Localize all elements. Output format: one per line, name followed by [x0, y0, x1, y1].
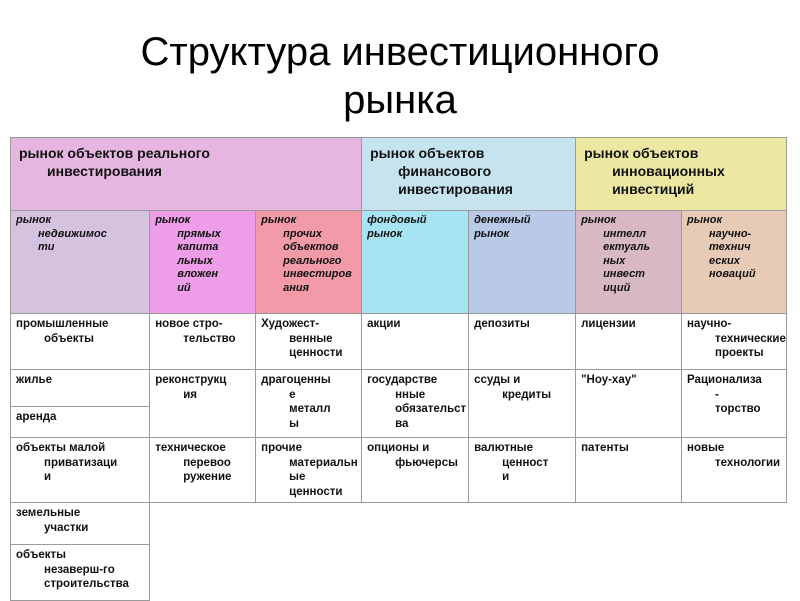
cell-text-line: земельные	[16, 507, 81, 519]
cell-text-line: недвижимос	[38, 227, 107, 240]
table-cell	[682, 438, 787, 503]
subheader-cell	[576, 211, 682, 314]
cell-text-line: незаверш-го	[44, 563, 115, 576]
cell-text-line: ия	[183, 388, 197, 401]
cell-text-line: прямых	[177, 227, 221, 240]
header-fin-line-2: финансового	[398, 163, 492, 179]
cell-text-line: денежный	[474, 214, 531, 226]
subheader-row	[11, 211, 787, 314]
table-row	[11, 545, 787, 601]
header-inn-line-3: инвестиций	[612, 181, 695, 197]
cell-text-line: -	[715, 388, 719, 401]
cell-text-line: объекты	[44, 332, 94, 345]
header-fin-line-1: рынок объектов	[370, 145, 485, 161]
header-real-line-2: инвестирования	[47, 163, 162, 179]
cell-text-line: лицензии	[581, 318, 636, 330]
cell-text-line: торство	[715, 403, 761, 415]
subheader-cell	[150, 211, 256, 314]
cell-text-line: льных	[177, 254, 213, 267]
table-cell	[11, 370, 150, 407]
table-row	[11, 314, 787, 370]
cell-text-line: ценност	[502, 456, 549, 469]
cell-text-line: ценности	[289, 347, 343, 359]
table-cell	[256, 370, 362, 438]
table-cell	[682, 370, 787, 438]
table-cell	[150, 438, 256, 503]
table-cell	[469, 314, 576, 370]
cell-text-line: ссуды и	[474, 374, 521, 386]
cell-text-line: е	[289, 388, 296, 401]
table-cell	[576, 314, 682, 370]
cell-text-line: участки	[44, 521, 89, 534]
cell-text-line: рынок	[16, 214, 52, 226]
header-real-line-1: рынок объектов реального	[19, 145, 210, 161]
cell-text-line: ружение	[183, 471, 232, 483]
table-cell	[576, 370, 682, 438]
header-financial-investment	[362, 138, 576, 211]
cell-text-line: Художест-	[261, 318, 320, 330]
table-cell	[256, 314, 362, 370]
subheader-cell	[11, 211, 150, 314]
table-cell	[362, 438, 469, 503]
cell-text-line: реконструкц	[155, 374, 227, 386]
slide-title	[0, 28, 800, 124]
cell-text-line: технологии	[715, 456, 781, 469]
cell-text-line: новаций	[709, 268, 756, 280]
cell-text-line: нные	[395, 388, 426, 401]
cell-text-line: венные	[289, 332, 333, 345]
cell-text-line: и	[44, 471, 52, 483]
cell-text-line: технич	[709, 241, 751, 253]
cell-text-line: государстве	[367, 374, 438, 386]
cell-text-line: прочих	[283, 227, 323, 240]
cell-text-line: прочие	[261, 442, 302, 454]
cell-text-line: научно-	[709, 227, 752, 240]
cell-text-line: новые	[687, 442, 725, 454]
table-cell	[576, 438, 682, 503]
cell-text-line: рынок	[155, 214, 191, 226]
cell-text-line: ных	[603, 254, 626, 267]
header-inn-line-2: инновационных	[612, 163, 725, 179]
cell-text-line: вложен	[177, 268, 218, 280]
cell-text-line: валютные	[474, 442, 534, 454]
cell-text-line: научно-	[687, 318, 732, 330]
cell-text-line: еских	[709, 254, 740, 267]
cell-text-line: рынок	[581, 214, 617, 226]
slide-title-line-1: Структура инвестиционного	[140, 30, 660, 74]
cell-text-line: тельство	[183, 332, 236, 345]
cell-text-line: иций	[603, 281, 631, 294]
cell-text-line: рынок	[261, 214, 297, 226]
cell-text-line: объектов	[283, 241, 339, 253]
table-cell	[362, 370, 469, 438]
cell-text-line: кредиты	[502, 388, 552, 401]
cell-text-line: ектуаль	[603, 241, 651, 253]
cell-text-line: реального	[283, 254, 342, 267]
header-inn-line-1: рынок объектов	[584, 145, 699, 161]
cell-text-line: ые ценности	[289, 471, 343, 498]
table-cell	[11, 407, 150, 438]
table-row	[11, 438, 787, 503]
cell-text-line: объекты малой	[16, 442, 106, 454]
cell-text-line: металл	[289, 403, 331, 415]
cell-text-line: обязательст	[395, 403, 467, 415]
cell-text-line: опционы и	[367, 442, 430, 454]
subheader-cell	[362, 211, 469, 314]
cell-text-line: объекты	[16, 549, 66, 561]
table-cell	[11, 438, 150, 503]
subheader-cell	[256, 211, 362, 314]
table-cell	[11, 503, 150, 545]
table-cell	[469, 370, 576, 438]
cell-text-line: фьючерсы	[395, 456, 458, 469]
investment-market-structure-table	[10, 137, 787, 601]
cell-text-line: патенты	[581, 442, 629, 454]
cell-text-line: ва	[395, 417, 409, 430]
table-cell	[469, 438, 576, 503]
cell-text-line: фондовый	[367, 214, 427, 226]
cell-text-line: проекты	[715, 347, 764, 359]
table-cell	[150, 370, 256, 438]
empty-area	[150, 503, 787, 545]
cell-text-line: промышленные	[16, 318, 109, 330]
cell-text-line: технические	[715, 332, 786, 345]
cell-text-line: рынок	[687, 214, 723, 226]
cell-text-line: рынок	[367, 227, 403, 240]
cell-text-line: новое стро-	[155, 318, 223, 330]
cell-text-line: перевоо	[183, 456, 231, 469]
cell-text-line: техническое	[155, 442, 226, 454]
cell-text-line: приватизаци	[44, 456, 118, 469]
cell-text-line: интелл	[603, 227, 647, 240]
header-real-investment	[11, 138, 362, 211]
cell-text-line: аренда	[16, 411, 57, 423]
cell-text-line: ти	[38, 241, 55, 253]
cell-text-line: драгоценны	[261, 374, 331, 386]
slide-title-line-2: рынка	[343, 78, 457, 122]
cell-text-line: инвестиров	[283, 268, 352, 280]
table-cell	[256, 438, 362, 503]
cell-text-line: инвест	[603, 268, 645, 280]
cell-text-line: "Ноу-хау"	[581, 374, 637, 386]
header-row	[11, 138, 787, 211]
subheader-cell	[469, 211, 576, 314]
table-cell	[11, 545, 150, 601]
cell-text-line: рынок	[474, 227, 510, 240]
subheader-cell	[682, 211, 787, 314]
header-innovation-investment	[576, 138, 787, 211]
table-cell	[682, 314, 787, 370]
cell-text-line: Рационализа	[687, 374, 762, 386]
cell-text-line: ания	[283, 281, 310, 294]
table-row	[11, 503, 787, 545]
table-cell	[11, 314, 150, 370]
cell-text-line: ий	[177, 281, 191, 294]
cell-text-line: строительства	[44, 578, 129, 590]
cell-text-line: материальн	[289, 456, 358, 469]
table-cell	[150, 314, 256, 370]
cell-text-line: ы	[289, 417, 299, 430]
header-fin-line-3: инвестирования	[398, 181, 513, 197]
cell-text-line: капита	[177, 241, 219, 253]
cell-text-line: жилье	[16, 374, 52, 386]
table-row	[11, 370, 787, 407]
cell-text-line: акции	[367, 318, 401, 330]
cell-text-line: депозиты	[474, 318, 530, 330]
cell-text-line: и	[502, 471, 510, 483]
empty-area	[150, 545, 787, 601]
table-cell	[362, 314, 469, 370]
